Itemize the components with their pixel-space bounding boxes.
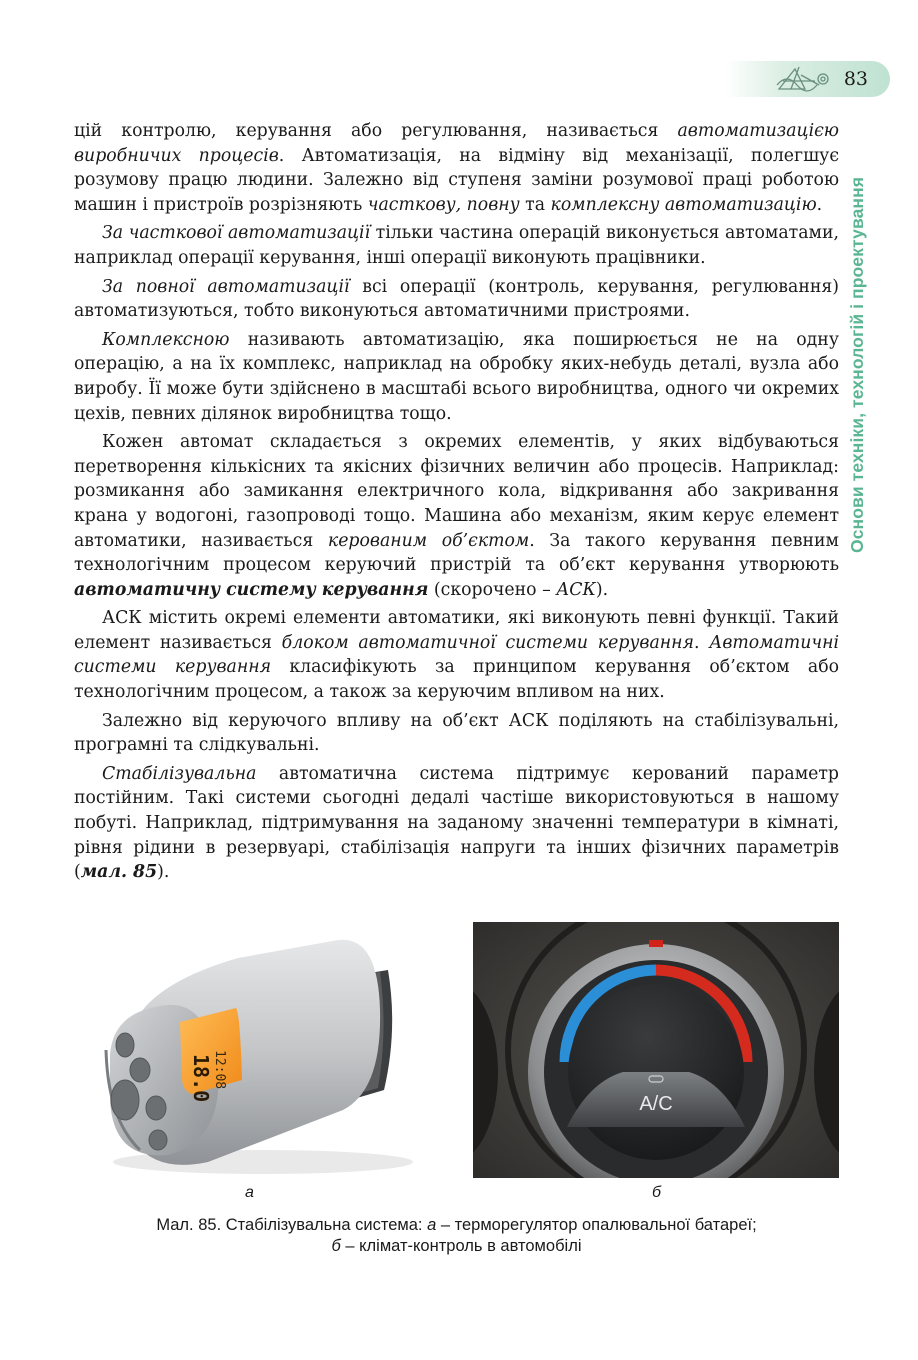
text-run: . Автоматизація, на відміну від механізації, полегшує розумову працю людини. Залежно від ступеня заміни розумової праці роботою машин і пристроїв розрізняють: [74, 145, 839, 215]
term: Комплексною: [102, 329, 230, 350]
term: Автоматичні системи керування: [74, 632, 839, 678]
caption-letter: б: [331, 1237, 341, 1255]
figure-caption: [74, 1215, 839, 1257]
text-run: тільки частина операцій виконується автоматами, наприклад операції керування, інші операції виконують працівники.: [74, 223, 839, 268]
text-run: всі операції (контроль, керування, регулювання) автоматизуються, тобто виконуються автоматичними пристроями.: [74, 276, 840, 322]
ac-button-label: A/C: [639, 1093, 673, 1115]
section-side-title: Основи техніки, технологій і проектування: [847, 176, 867, 553]
text-run: . За такого керування певним технологічним процесом керуючий пристрій та об’єкт керування утворюють: [74, 530, 839, 576]
figure-reference: мал. 85: [80, 862, 158, 883]
body-text: [74, 119, 839, 889]
term: За повної автоматизації: [102, 276, 350, 297]
paragraph: [74, 328, 839, 426]
paragraph: [74, 606, 839, 704]
term: автоматизацією виробничих процесів: [74, 121, 839, 166]
text-run: АСК містить окремі елементи автоматики, які виконують певні функції. Такий елемент називається: [74, 608, 839, 653]
paragraph: [74, 275, 839, 324]
caption-text: – клімат-контроль в автомобілі: [340, 1237, 582, 1255]
thermostat-time: 12:08: [212, 1050, 227, 1090]
text-run: називають автоматизацію, яка поширюється не на одну операцію, а на їх комплекс, наприклад на обробку яких-небудь деталі, вузла або виробу. Її може бути здійснено в масштабі всього виробництва, одного чи окремих цехів, певних ділянок виробництва тощо.: [74, 329, 839, 424]
text-run: автоматична система підтримує керований параметр постійним. Такі системи сьогодні дедалі частіше використовуються в нашому побуті. Наприклад, підтримування на заданому значенні температури в кімнаті, рівня рідини в резервуарі, стабілізація напруги та інших фізичних параметрів (: [74, 763, 839, 883]
paragraph: [74, 762, 839, 885]
text-run: цій контролю, керування або регулювання, називається: [74, 121, 678, 141]
text-run: та: [519, 194, 551, 215]
drafting-tools-icon: [775, 63, 837, 95]
figure-label-a: а: [245, 1184, 254, 1201]
term: керованим об’єктом: [327, 530, 530, 551]
paragraph: [74, 709, 839, 758]
caption-text: – терморегулятор опалювальної батареї;: [436, 1216, 757, 1234]
page-number-tab: [725, 61, 890, 97]
text-run: Залежно від керуючого впливу на об’єкт АСК поділяють на стабілізувальні, програмні та слідкувальні.: [74, 710, 839, 756]
text-run: Кожен автомат складається з окремих елементів, у яких відбуваються перетворення кількісних та якісних фізичних величин або процесів. Наприклад: розмикання або замикання електричного кола, відкривання або закривання крана у водогоні, газопроводі тощо. Машина або механізм, яким керує елемент автоматики, називається: [74, 432, 839, 551]
caption-letter: а: [427, 1216, 437, 1234]
paragraph: [74, 221, 839, 270]
text-run: (скорочено –: [428, 579, 557, 600]
term: часткову, повну: [367, 194, 520, 215]
text-run: класифікують за принципом керування об’єктом або технологічним процесом, а також за керуючим впливом на них.: [74, 657, 839, 703]
text-run: .: [816, 194, 823, 215]
text-run: ).: [595, 579, 609, 600]
paragraph: [74, 430, 839, 602]
text-run: .: [694, 632, 710, 653]
text-run: ).: [157, 862, 170, 883]
page-number: 83: [843, 68, 868, 90]
term: Стабілізувальна: [102, 763, 257, 784]
term: За часткової автоматизації: [102, 223, 371, 244]
climate-control-photo: [473, 922, 839, 1178]
figure-label-b: б: [652, 1184, 661, 1201]
thermostat-temperature: 18.0: [189, 1054, 213, 1103]
term: комплексну автоматизацію: [550, 194, 817, 215]
thermostat-photo: [88, 930, 418, 1180]
term: АСК: [556, 579, 596, 600]
term: блоком автоматичної системи керування: [281, 632, 694, 653]
caption-text: Мал. 85. Стабілізувальна система:: [156, 1216, 428, 1234]
paragraph: [74, 119, 839, 217]
key-term: автоматичну систему керування: [74, 579, 429, 600]
